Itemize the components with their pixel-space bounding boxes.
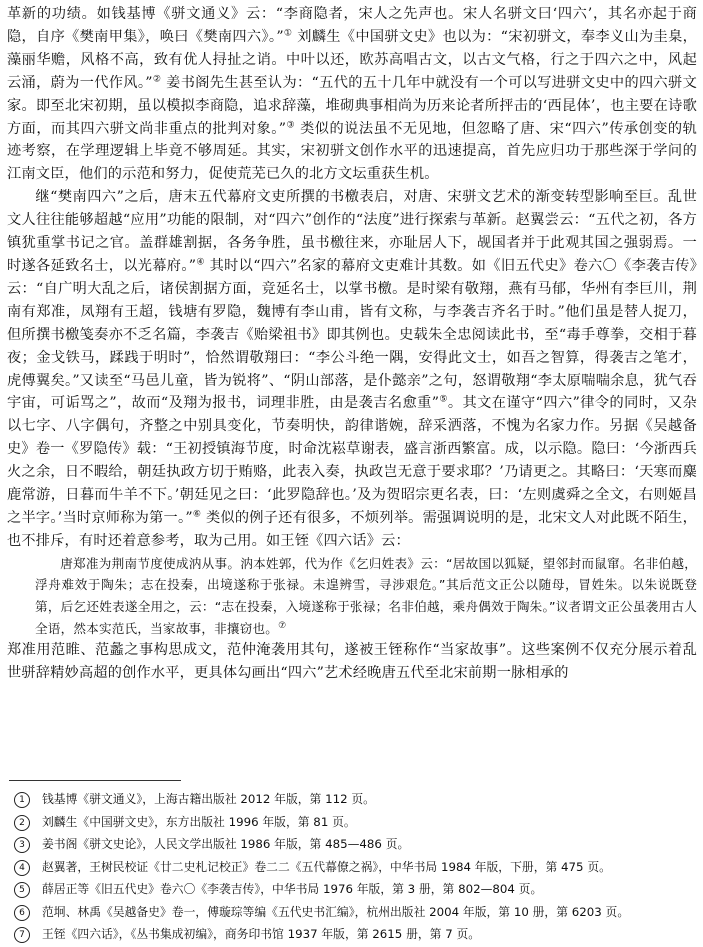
- footnote-number: 2: [14, 815, 30, 831]
- footnote-3: [14, 833, 696, 856]
- footnote-2: [14, 811, 696, 834]
- paragraph-1: [7, 3, 697, 186]
- footnote-marker[interactable]: ②: [152, 73, 162, 84]
- text-run: 郑准用范睢、范蠡之事构思成文，范仲淹袭用其句，遂被王铚称作“当家故事”。这些案例不仅充分展示着乱世骈辞精妙高超的创作水平，更具体勾画出“四六”艺术经晚唐五代至北宋前期一脉相承的: [7, 642, 697, 682]
- body-text: [7, 3, 697, 685]
- text-run: 姜书阁先生甚至认为：“五代的五十几年中就没有一个可以写进骈文史中的四六骈文家。即至北宋初期，虽以模拟李商隐，追求辞藻，堆砌典事相尚为历来论者所抨击的‘西昆体’，也主要在诗歌方面，而其四六骈文尚非重点的批判对象。”: [7, 74, 697, 137]
- footnote-divider: [9, 780, 181, 781]
- text-run: 其时以“四六”名家的幕府文吏难计其数。如《旧五代史》卷六〇《李袭吉传》云：“自广明大乱之后，诸侯割据方面，竞延名士，以掌书檄。是时梁有敬翔，燕有马郁，华州有李巨川，荆南有郑准，凤翔有王超，钱塘有罗隐，魏博有李山甫，皆有文称，与李袭吉齐名于时。”他们虽是替人捉刀，但所撰书檄笺奏亦不乏名篇，李袭吉《贻梁祖书》即其例也。史载朱全忠阅读此书，至“毒手尊拳，交相于暮夜；金戈铁马，蹂践于明时”，恰然谓敬翔曰：“李公斗绝一隅，安得此文士，如吾之智算，得袭吉之笔才，虎傅翼矣。”又读至“马邑儿童，皆为锐将”、“阴山部落，是仆懿亲”之句，怒谓敬翔“李太原喘喘余息，犹气吞宇宙，可诟骂之”，故而“及翔为报书，词理非胜，由是袭吉名愈重”: [7, 257, 697, 412]
- footnote-marker[interactable]: ⑥: [192, 509, 202, 520]
- footnote-text: 刘麟生《中国骈文史》，东方出版社 1996 年版，第 81 页。: [42, 814, 356, 829]
- footnote-number: 4: [14, 860, 30, 876]
- footnote-marker[interactable]: ①: [283, 28, 293, 39]
- footnote-marker[interactable]: ⑤: [439, 394, 448, 405]
- text-run: 。其文在谨守“四六”律令的同时，又杂以七字、八字偶句，齐整之中别具变化，节奏明快，韵律谐婉，辞采洒落，不愧为名家力作。另据《吴越备史》卷一《罗隐传》载：“王初授镇海节度，时命沈崧草谢表，盛言浙西繁富。成，以示隐。隐曰：‘今浙西兵火之余，日不暇给，朝廷执政方切于贿赂，此表入奏，执政岂无意于要求耶？’乃请更之。其略曰：‘天寒而麋鹿常游，日暮而牛羊不下。’朝廷见之曰：‘此罗隐辞也。’及为贺昭宗更名表，曰：‘左则虞舜之全文，右则姬昌之半字。’当时京师称为第一。”: [7, 395, 697, 526]
- footnote-5: [14, 878, 696, 901]
- footnote-1: [14, 788, 696, 811]
- text-run: 继“樊南四六”之后，唐末五代幕府文吏所撰的书檄表启，对唐、宋骈文艺术的渐变转型影响至巨。乱世文人往往能够超越“应用”功能的限制，对“四六”创作的“法度”进行探索与革新。赵翼尝云：“五代之初，各方镇犹重掌书记之官。盖群雄割据，各务争胜，虽书檄往来，亦耻居人下，觇国者并于此观其国之强弱焉。一时遂各延致名士，以光幕府。”: [7, 189, 697, 274]
- text-run: 唐郑准为荆南节度使成汭从事。汭本姓郭，代为作《乞归姓表》云：“居故国以狐疑，望邻封而鼠窜。名非伯越，浮舟难效于陶朱；志在投秦，出境遂称于张禄。未遑辨雪，寻涉艰危。”其后范文正公以随母，冒姓朱。以朱说既登第，后乞还姓表遂全用之，云：“志在投秦，入境遂称于张禄；名非伯越，乘舟偶效于陶朱。”议者谓文正公虽袭用古人全语，然本实范氏，当家故事，非攘窃也。: [35, 555, 697, 636]
- text-run: 革新的功绩。如钱基博《骈文通义》云：“李商隐者，宋人之先声也。宋人名骈文曰‘四六’，其名亦起于商隐，自序《樊南甲集》，唤曰《樊南四六》。”: [7, 6, 697, 45]
- footnote-number: 6: [14, 905, 30, 921]
- footnote-4: [14, 856, 696, 879]
- footnote-text: 钱基博《骈文通义》，上海古籍出版社 2012 年版，第 112 页。: [42, 792, 375, 806]
- footnote-marker[interactable]: ③: [286, 119, 296, 130]
- footnote-text: 薛居正等《旧五代史》卷六〇《李袭吉传》，中华书局 1976 年版，第 3 册，第 802—804 页。: [42, 882, 543, 896]
- footnote-text: 姜书阁《骈文史论》，人民文学出版社 1986 年版，第 485—486 页。: [42, 837, 410, 851]
- text-run: 类似的例子还有很多，不烦列举。需强调说明的是，北宋文人对此既不陌生，也不排斥，有时还着意参考，取为己用。如王铚《四六话》云：: [7, 509, 697, 549]
- footnote-marker[interactable]: ⑦: [278, 620, 287, 631]
- text-run: 刘麟生《中国骈文史》也以为：“宋初骈文，奉李义山为圭臬，藻丽华赡，风格不高，致有优人挦扯之诮。中叶以还，欧苏高唱古文，以古文气格，行之于四六之中，风起云涌，蔚为一代作风。”: [7, 28, 697, 91]
- footnotes: [14, 788, 696, 946]
- footnote-text: 赵翼著，王树民校证《廿二史札记校正》卷二二《五代幕僚之祸》，中华书局 1984 年版，下册，第 475 页。: [42, 859, 611, 874]
- closing-paragraph: [7, 639, 697, 685]
- footnote-text: 王铚《四六话》，《丛书集成初编》，商务印书馆 1937 年版，第 2615 册，第 7 页。: [42, 927, 481, 941]
- block-quote-text: [35, 553, 697, 639]
- footnote-number: 3: [14, 837, 30, 853]
- text-run: 类似的说法虽不无见地，但忽略了唐、宋“四六”传承创变的轨迹考察，在学理逻辑上毕竟不够周延。其实，宋初骈文创作水平的迅速提高，首先应归功于那些深于学问的江南文臣，他们的示范和努力，促使荒芜已久的北方文坛重获生机。: [7, 120, 697, 183]
- paragraph-2: [7, 186, 697, 553]
- block-quote: [7, 553, 697, 639]
- footnote-7: [14, 923, 696, 946]
- footnote-text: 范坰、林禹《吴越备史》卷一，傅璇琮等编《五代史书汇编》，杭州出版社 2004 年版，第 10 册，第 6203 页。: [42, 904, 630, 919]
- footnote-number: 1: [14, 792, 30, 808]
- footnote-6: [14, 901, 696, 924]
- footnote-marker[interactable]: ④: [196, 257, 205, 268]
- footnote-number: 7: [14, 927, 30, 943]
- footnote-number: 5: [14, 882, 30, 898]
